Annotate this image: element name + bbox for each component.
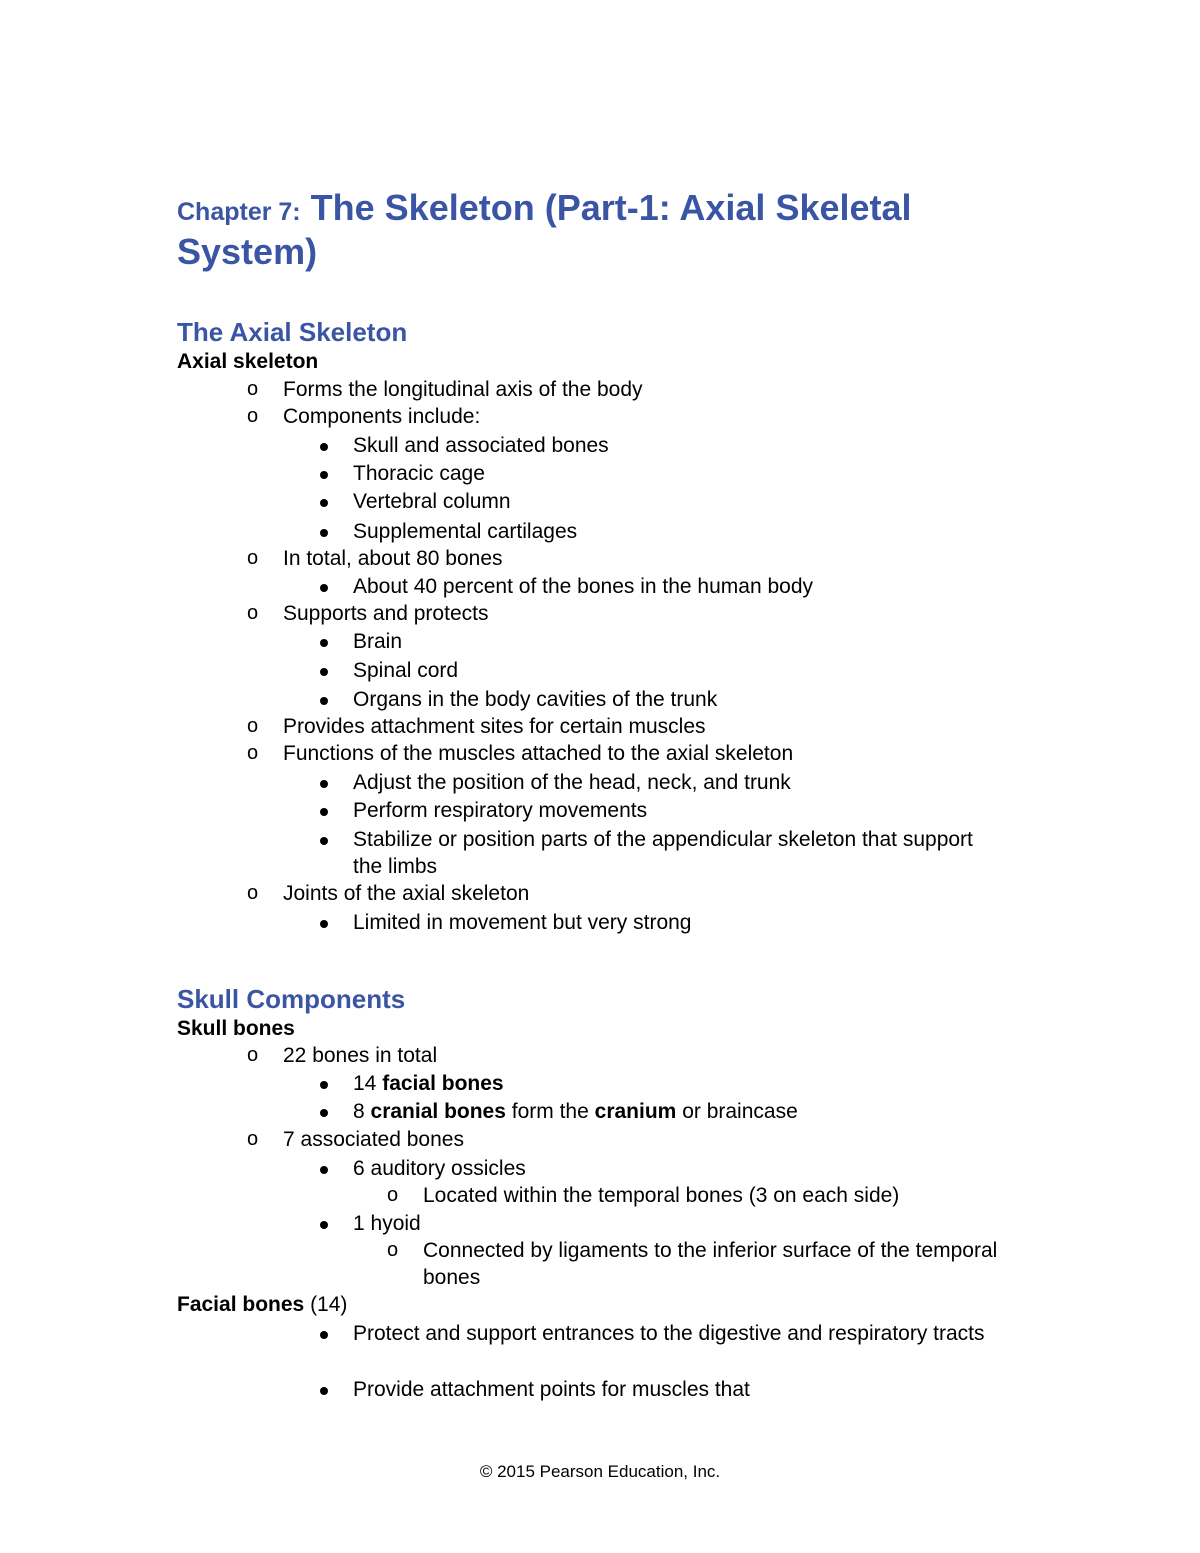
list-item: Organs in the body cavities of the trunk (353, 688, 718, 711)
list-item: o Functions of the muscles attached to the axial skeleton (247, 742, 794, 765)
circle-bullet-icon: o (247, 602, 259, 624)
list-item: o Located within the temporal bones (3 on each side) (387, 1184, 900, 1207)
list-item: o In total, about 80 bones (247, 547, 503, 570)
circle-bullet-icon: o (247, 378, 259, 400)
list-item: 6 auditory ossicles (353, 1157, 526, 1180)
list-item: o Components include: (247, 405, 481, 428)
list-item: Perform respiratory movements (353, 799, 648, 822)
list-item: o Connected by ligaments to the inferior surface of the temporal bones (387, 1239, 998, 1289)
list-item: o 22 bones in total (247, 1044, 438, 1067)
circle-bullet-icon: o (247, 547, 259, 569)
circle-bullet-icon: o (247, 742, 259, 764)
list-item: o Supports and protects (247, 602, 489, 625)
chapter-name: The Skeleton (Part-1: Axial Skeletal System) (177, 187, 912, 272)
circle-bullet-icon: o (387, 1239, 399, 1261)
list-item: About 40 percent of the bones in the human body (353, 575, 814, 598)
list-item: 8 cranial bones form the cranium or braincase (353, 1100, 798, 1123)
circle-bullet-icon: o (247, 882, 259, 904)
list-item: o Joints of the axial skeleton (247, 882, 530, 905)
chapter-label: Chapter 7: (177, 198, 301, 226)
circle-bullet-icon: o (387, 1184, 399, 1206)
list-item: Skull and associated bones (353, 434, 609, 457)
list-item: Protect and support entrances to the digestive and respiratory tracts (353, 1322, 985, 1345)
circle-bullet-icon: o (247, 715, 259, 737)
chapter-title (177, 188, 1037, 272)
list-item: Limited in movement but very strong (353, 911, 692, 934)
list-item: o Provides attachment sites for certain muscles (247, 715, 706, 738)
subheading-skull-bones: Skull bones (177, 1017, 295, 1040)
list-item: o Forms the longitudinal axis of the body (247, 378, 643, 401)
section-heading-axial-skeleton: The Axial Skeleton (177, 317, 408, 347)
list-item: Stabilize or position parts of the appendicular skeleton that support the limbs (353, 828, 973, 878)
list-item: 14 facial bones (353, 1072, 504, 1095)
list-item: Supplemental cartilages (353, 520, 578, 543)
list-item: Thoracic cage (353, 462, 485, 485)
list-item: Vertebral column (353, 490, 511, 513)
list-item: Provide attachment points for muscles that (353, 1378, 750, 1401)
copyright-footer: © 2015 Pearson Education, Inc. (479, 1462, 721, 1481)
list-item: 1 hyoid (353, 1212, 421, 1235)
circle-bullet-icon: o (247, 405, 259, 427)
circle-bullet-icon: o (247, 1044, 259, 1066)
list-item: Brain (353, 630, 403, 653)
subheading-axial-skeleton: Axial skeleton (177, 350, 319, 373)
subheading-facial-bones: Facial bones (14) (177, 1293, 348, 1316)
circle-bullet-icon: o (247, 1128, 259, 1150)
list-item: Adjust the position of the head, neck, and trunk (353, 771, 791, 794)
list-item: o 7 associated bones (247, 1128, 464, 1151)
list-item: Spinal cord (353, 659, 459, 682)
section-heading-skull-components: Skull Components (177, 984, 406, 1014)
